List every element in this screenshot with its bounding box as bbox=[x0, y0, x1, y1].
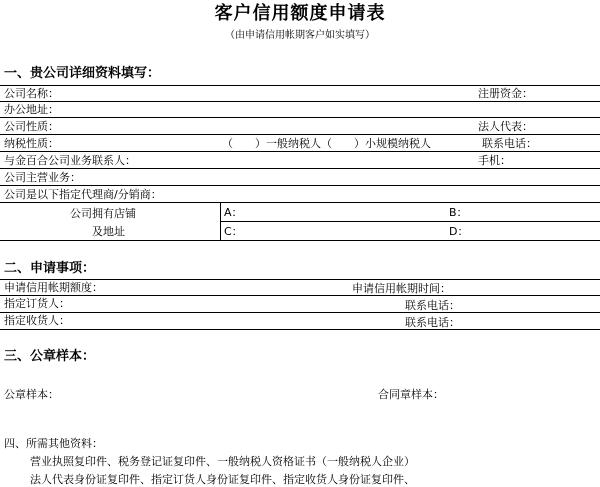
divider bbox=[0, 101, 600, 102]
credit-time-label: 申请信用帐期时间： bbox=[352, 282, 451, 295]
receiver-label: 指定收货人： bbox=[4, 314, 70, 327]
contact-phone-label: 联系电话： bbox=[482, 137, 537, 150]
office-address-label: 办公地址： bbox=[4, 103, 59, 116]
store-label-1: 公司拥有店铺 bbox=[70, 207, 136, 220]
section2-heading: 二、申请事项： bbox=[4, 261, 96, 276]
form-title: 客户信用额度申请表 bbox=[214, 3, 386, 24]
required-docs-line1: 营业执照复印件、税务登记证复印件、一般纳税人资格证书（一般纳税人企业） bbox=[30, 455, 415, 468]
divider bbox=[0, 185, 600, 186]
legal-rep-label: 法人代表： bbox=[478, 120, 533, 133]
divider bbox=[0, 85, 600, 86]
divider bbox=[0, 240, 600, 241]
divider bbox=[0, 117, 600, 118]
company-nature-label: 公司性质： bbox=[4, 120, 59, 133]
company-name-label: 公司名称： bbox=[4, 87, 59, 100]
section1-heading: 一、贵公司详细资料填写： bbox=[4, 66, 161, 81]
taxpayer-options: （ ）一般纳税人（ ）小规模纳税人 bbox=[222, 137, 431, 150]
registered-capital-label: 注册资金： bbox=[478, 87, 533, 100]
required-docs-line2: 法人代表身份证复印件、指定订货人身份证复印件、指定收货人身份证复印件、 bbox=[30, 473, 415, 486]
divider bbox=[0, 329, 600, 330]
divider bbox=[0, 151, 600, 152]
store-label-2: 及地址 bbox=[92, 225, 125, 238]
orderer-phone-label: 联系电话： bbox=[405, 299, 460, 312]
divider bbox=[0, 295, 600, 296]
orderer-label: 指定订货人： bbox=[4, 297, 70, 310]
credit-amount-label: 申请信用帐期额度： bbox=[4, 281, 103, 294]
divider bbox=[0, 312, 600, 313]
main-business-label: 公司主营业务： bbox=[4, 171, 81, 184]
divider bbox=[0, 134, 600, 135]
agent-label: 公司是以下指定代理商/分销商： bbox=[4, 188, 162, 201]
receiver-phone-label: 联系电话： bbox=[405, 316, 460, 329]
contract-seal-label: 合同章样本： bbox=[378, 388, 444, 401]
section3-heading: 三、公章样本： bbox=[4, 349, 96, 364]
divider bbox=[0, 168, 600, 169]
seal-sample-label: 公章样本： bbox=[4, 388, 59, 401]
divider bbox=[0, 202, 600, 203]
store-d-label: D： bbox=[449, 225, 469, 238]
form-subtitle: （由申请信用帐期客户如实填写） bbox=[225, 30, 375, 41]
taxpayer-label: 纳税性质： bbox=[4, 137, 59, 150]
liaison-label: 与金百合公司业务联系人： bbox=[4, 154, 136, 167]
store-a-label: A： bbox=[224, 206, 243, 219]
store-b-label: B： bbox=[449, 206, 468, 219]
mobile-label: 手机： bbox=[478, 154, 511, 167]
divider bbox=[220, 221, 600, 222]
divider bbox=[0, 279, 600, 280]
store-c-label: C： bbox=[224, 225, 243, 238]
section4-heading: 四、所需其他资料： bbox=[4, 437, 103, 450]
